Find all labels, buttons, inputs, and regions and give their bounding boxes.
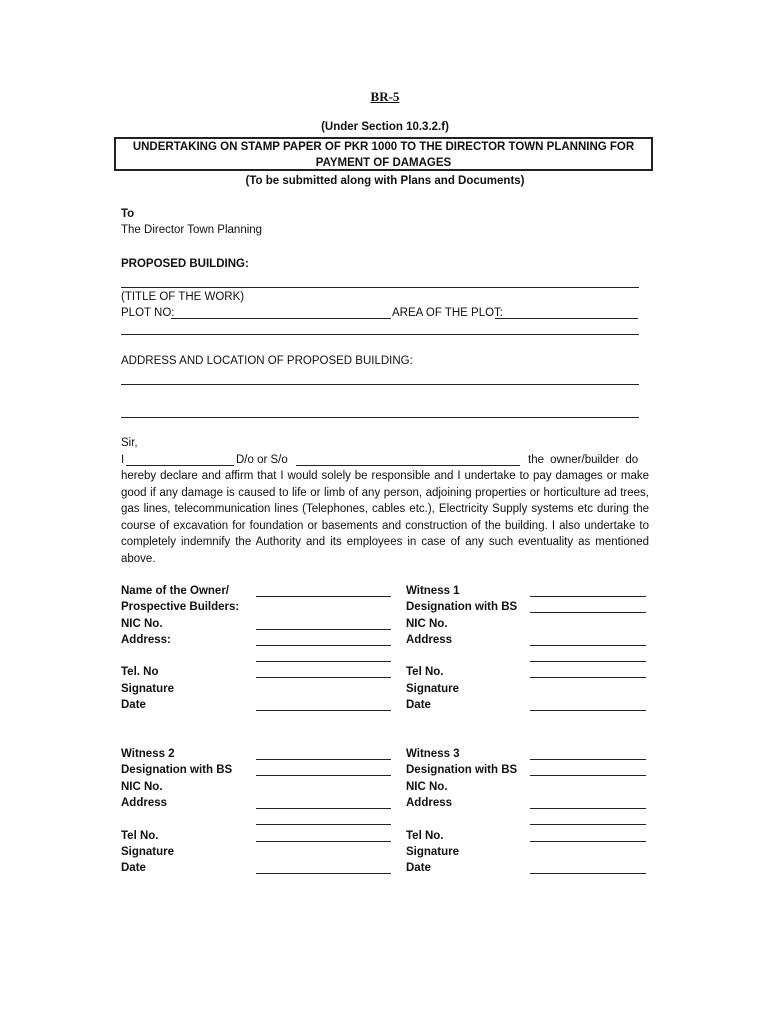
witness1-designation-label: Designation with BS xyxy=(406,601,518,613)
witness2-tel-label: Tel No. xyxy=(121,830,159,842)
witness1-nic-label: NIC No. xyxy=(406,618,448,630)
owner-nic-field[interactable] xyxy=(256,629,391,630)
owner-tel-field[interactable] xyxy=(256,677,391,678)
blank-line[interactable] xyxy=(121,334,639,335)
section-reference: (Under Section 10.3.2.f) xyxy=(321,121,449,133)
title-of-work-field[interactable] xyxy=(121,287,639,288)
owner-signature-label: Signature xyxy=(121,683,175,695)
owner-address-label: Address: xyxy=(121,634,171,646)
witness2-signature-label: Signature xyxy=(121,846,175,858)
witness2-date-field[interactable] xyxy=(256,873,391,874)
owner-tel-label: Tel. No xyxy=(121,666,159,678)
witness3-signature-label: Signature xyxy=(406,846,460,858)
owner-address-field-2[interactable] xyxy=(256,661,391,662)
witness3-address-field-1[interactable] xyxy=(530,808,646,809)
witness3-date-label: Date xyxy=(406,862,431,874)
area-of-plot-field[interactable] xyxy=(495,318,638,319)
witness2-address-label: Address xyxy=(121,797,168,809)
title-of-work-label: (TITLE OF THE WORK) xyxy=(121,291,245,303)
witness1-address-label: Address xyxy=(406,634,453,646)
witness1-tel-label: Tel No. xyxy=(406,666,444,678)
title-line-2: PAYMENT OF DAMAGES xyxy=(315,157,452,169)
to-label: To xyxy=(121,208,135,220)
witness2-name-field[interactable] xyxy=(256,759,391,760)
witness3-tel-field[interactable] xyxy=(530,841,646,842)
witness2-address-field-1[interactable] xyxy=(256,808,391,809)
witness3-address-label: Address xyxy=(406,797,453,809)
recipient: The Director Town Planning xyxy=(121,224,263,236)
witness3-address-field-2[interactable] xyxy=(530,824,646,825)
owner-name-label: Name of the Owner/ xyxy=(121,585,229,597)
witness2-address-field-2[interactable] xyxy=(256,824,391,825)
salutation: Sir, xyxy=(121,437,138,449)
declaration-body: hereby declare and affirm that I would solely be responsible and I undertake to pay damages or make good if any damage is caused to life or limb of any person, adjoining properties or horticulture ad trees, gas lines, telecommunication lines (Telephones, cables etc.), Electricity Supply systems etc during the course of excavation for foundation or basements and construction of the building. I also undertake to completely indemnify the Authority and its employees in case of any such eventuality as mentioned above. xyxy=(121,470,649,565)
owner-nic-label: NIC No. xyxy=(121,618,163,630)
witness2-date-label: Date xyxy=(121,862,146,874)
witness1-signature-label: Signature xyxy=(406,683,460,695)
witness3-nic-label: NIC No. xyxy=(406,781,448,793)
witness3-tel-label: Tel No. xyxy=(406,830,444,842)
witness2-nic-label: NIC No. xyxy=(121,781,163,793)
witness1-tel-field[interactable] xyxy=(530,677,646,678)
proposed-building-heading: PROPOSED BUILDING: xyxy=(121,258,249,270)
witness3-designation-label: Designation with BS xyxy=(406,764,518,776)
address-field-2[interactable] xyxy=(121,417,639,418)
witness2-tel-field[interactable] xyxy=(256,841,391,842)
plot-no-label: PLOT NO: xyxy=(121,307,175,319)
witness1-date-field[interactable] xyxy=(530,710,646,711)
owner-builder-label: the owner/builder do xyxy=(528,454,639,466)
witness3-label: Witness 3 xyxy=(406,748,460,760)
address-location-label: ADDRESS AND LOCATION OF PROPOSED BUILDING: xyxy=(121,355,413,367)
witness2-designation-field[interactable] xyxy=(256,775,391,776)
witness1-address-field-1[interactable] xyxy=(530,645,646,646)
witness1-designation-field[interactable] xyxy=(530,612,646,613)
witness3-designation-field[interactable] xyxy=(530,775,646,776)
owner-date-label: Date xyxy=(121,699,146,711)
witness1-name-field[interactable] xyxy=(530,596,646,597)
form-code: BR-5 xyxy=(370,89,400,104)
witness3-date-field[interactable] xyxy=(530,873,646,874)
owner-address-field-1[interactable] xyxy=(256,645,391,646)
witness2-label: Witness 2 xyxy=(121,748,175,760)
owner-name-field[interactable] xyxy=(256,596,391,597)
address-field-1[interactable] xyxy=(121,384,639,385)
i-label: I xyxy=(121,454,125,466)
witness1-address-field-2[interactable] xyxy=(530,661,646,662)
dos-label: D/o or S/o xyxy=(236,454,288,466)
prospective-builders-label: Prospective Builders: xyxy=(121,601,240,613)
witness1-label: Witness 1 xyxy=(406,585,460,597)
parent-name-field[interactable] xyxy=(296,465,520,466)
witness2-designation-label: Designation with BS xyxy=(121,764,233,776)
title-line-1: UNDERTAKING ON STAMP PAPER OF PKR 1000 TO THE DIRECTOR TOWN PLANNING FOR xyxy=(132,141,635,153)
area-of-plot-label: AREA OF THE PLOT: xyxy=(392,307,503,319)
name-field[interactable] xyxy=(126,465,234,466)
witness1-date-label: Date xyxy=(406,699,431,711)
witness3-name-field[interactable] xyxy=(530,759,646,760)
subtitle: (To be submitted along with Plans and Documents) xyxy=(245,175,525,187)
plot-no-field[interactable] xyxy=(171,318,391,319)
owner-date-field[interactable] xyxy=(256,710,391,711)
